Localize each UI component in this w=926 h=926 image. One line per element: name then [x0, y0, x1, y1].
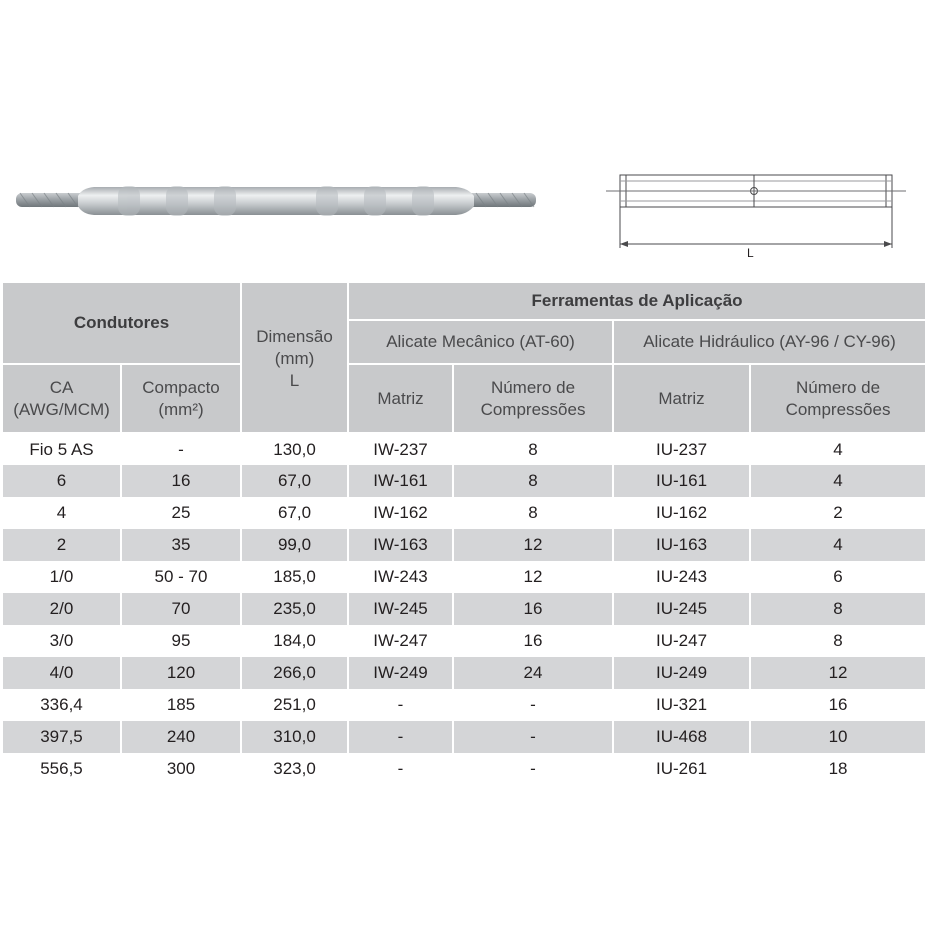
- cell-dimension: 99,0: [241, 529, 348, 561]
- cell-dimension: 235,0: [241, 593, 348, 625]
- cell-compressions-hydraulic: 18: [828, 759, 848, 778]
- header-matrix-hydraulic: Matriz: [613, 364, 750, 433]
- cell-compressions-hydraulic: 8: [833, 631, 843, 650]
- cell-matrix-hydraulic: IU-243: [656, 567, 708, 586]
- table-row: [3, 721, 926, 753]
- cell-compressions-mechanical: 16: [453, 593, 613, 625]
- cell-ca: 2: [3, 529, 121, 561]
- cell-matrix-hydraulic: IU-249: [613, 657, 750, 689]
- cell-dimension: 185,0: [273, 567, 316, 586]
- header-mechanical-tool: Alicate Mecânico (AT-60): [348, 320, 613, 364]
- cell-ca: Fio 5 AS: [29, 440, 94, 459]
- cell-ca: 4: [56, 503, 67, 522]
- cell-compressions-mechanical: 16: [523, 631, 543, 650]
- dimension-label: L: [747, 246, 754, 260]
- cell-ca: 556,5: [40, 759, 83, 778]
- sleeve-drawing: [600, 158, 912, 264]
- cell-compressions-mechanical: 12: [453, 529, 613, 561]
- cell-matrix-hydraulic: IU-247: [656, 631, 708, 650]
- specification-table: [3, 283, 926, 785]
- cell-matrix-hydraulic: IU-237: [656, 440, 708, 459]
- cell-compressions-hydraulic: 2: [833, 503, 843, 522]
- cell-matrix-hydraulic: IU-163: [613, 529, 750, 561]
- cell-matrix-mechanical: IW-237: [373, 440, 428, 459]
- header-ca: CA (AWG/MCM): [3, 364, 121, 433]
- cell-compact: 70: [121, 593, 241, 625]
- header-dimension: Dimensão (mm) L: [241, 283, 348, 433]
- cell-matrix-mechanical: -: [397, 695, 404, 714]
- cell-compressions-hydraulic: 4: [750, 465, 926, 497]
- cell-compact: 50 - 70: [154, 567, 208, 586]
- cell-compressions-hydraulic: 10: [750, 721, 926, 753]
- cell-dimension: 266,0: [241, 657, 348, 689]
- cell-compressions-hydraulic: 8: [750, 593, 926, 625]
- table-row: [3, 433, 926, 465]
- cell-matrix-mechanical: IW-163: [348, 529, 453, 561]
- table-row: [3, 593, 926, 625]
- cell-matrix-hydraulic: IU-245: [613, 593, 750, 625]
- cell-matrix-mechanical: -: [348, 721, 453, 753]
- cell-matrix-mechanical: -: [397, 759, 404, 778]
- cell-compact: 120: [121, 657, 241, 689]
- table-row: [3, 689, 926, 721]
- cell-dimension: 130,0: [273, 440, 316, 459]
- table-row: [3, 561, 926, 593]
- cell-ca: 1/0: [49, 567, 74, 586]
- table-row: [3, 753, 926, 785]
- table-row: [3, 625, 926, 657]
- cell-compressions-hydraulic: 16: [828, 695, 848, 714]
- cell-compact: 35: [121, 529, 241, 561]
- cell-matrix-hydraulic: IU-321: [656, 695, 708, 714]
- cell-dimension: 251,0: [273, 695, 316, 714]
- header-matrix-mechanical: Matriz: [348, 364, 453, 433]
- table-row: [3, 497, 926, 529]
- header-compressions-mechanical: Número de Compressões: [453, 364, 613, 433]
- cell-compact: 16: [121, 465, 241, 497]
- table-row: [3, 657, 926, 689]
- header-conductors: Condutores: [3, 283, 241, 364]
- cell-compressions-mechanical: 8: [453, 465, 613, 497]
- technical-drawing: [600, 158, 912, 264]
- header-compact: Compacto (mm²): [121, 364, 241, 433]
- table-row: [3, 529, 926, 561]
- cell-ca: 6: [3, 465, 121, 497]
- cell-matrix-mechanical: IW-162: [373, 503, 428, 522]
- cell-compressions-hydraulic: 6: [833, 567, 843, 586]
- cell-matrix-hydraulic: IU-468: [613, 721, 750, 753]
- cell-compressions-mechanical: -: [530, 695, 536, 714]
- header-hydraulic-tool: Alicate Hidráulico (AY-96 / CY-96): [613, 320, 926, 364]
- cell-ca: 4/0: [3, 657, 121, 689]
- table-row: [3, 465, 926, 497]
- cell-matrix-mechanical: IW-247: [373, 631, 428, 650]
- cell-compressions-mechanical: -: [453, 721, 613, 753]
- cell-compressions-hydraulic: 12: [750, 657, 926, 689]
- cell-matrix-hydraulic: IU-162: [656, 503, 708, 522]
- cell-matrix-hydraulic: IU-161: [613, 465, 750, 497]
- cell-dimension: 67,0: [277, 503, 312, 522]
- product-photo: [16, 172, 536, 232]
- cell-compact: 95: [171, 631, 191, 650]
- cell-compact: 25: [171, 503, 191, 522]
- cell-ca: 336,4: [40, 695, 83, 714]
- cell-matrix-mechanical: IW-249: [348, 657, 453, 689]
- cell-matrix-mechanical: IW-243: [373, 567, 428, 586]
- cell-compressions-mechanical: 12: [523, 567, 543, 586]
- header-compressions-hydraulic: Número de Compressões: [750, 364, 926, 433]
- cell-compressions-mechanical: 24: [453, 657, 613, 689]
- cell-dimension: 323,0: [273, 759, 316, 778]
- cell-compact: 300: [166, 759, 196, 778]
- cell-matrix-mechanical: IW-161: [348, 465, 453, 497]
- cell-compact: 240: [121, 721, 241, 753]
- cell-ca: 397,5: [3, 721, 121, 753]
- cell-matrix-hydraulic: IU-261: [656, 759, 708, 778]
- header-tools: Ferramentas de Aplicação: [348, 283, 926, 320]
- cell-compressions-mechanical: 8: [528, 503, 538, 522]
- cell-compressions-mechanical: -: [530, 759, 536, 778]
- cell-matrix-mechanical: IW-245: [348, 593, 453, 625]
- cell-compressions-mechanical: 8: [528, 440, 538, 459]
- cell-dimension: 67,0: [241, 465, 348, 497]
- cell-dimension: 310,0: [241, 721, 348, 753]
- cell-ca: 2/0: [3, 593, 121, 625]
- cell-ca: 3/0: [49, 631, 74, 650]
- cell-dimension: 184,0: [273, 631, 316, 650]
- cell-compact: 185: [166, 695, 196, 714]
- cell-compact: -: [178, 440, 184, 459]
- cell-compressions-hydraulic: 4: [833, 440, 843, 459]
- cell-compressions-hydraulic: 4: [750, 529, 926, 561]
